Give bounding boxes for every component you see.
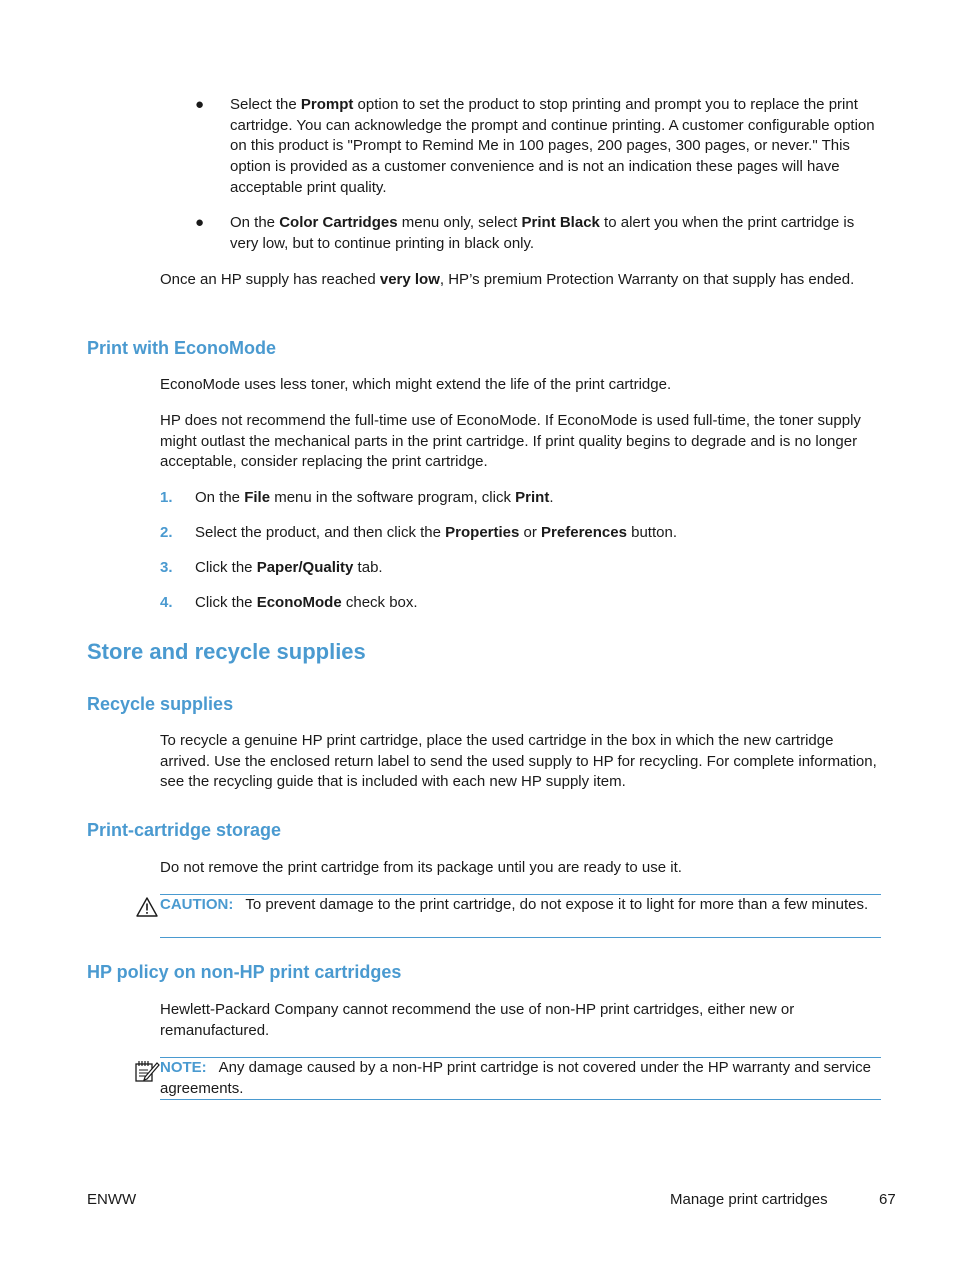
step-1-text: On the File menu in the software program, click Print. [195,489,554,506]
step-number: 2. [160,524,173,541]
warning-triangle-icon [136,897,158,924]
note-label: NOTE: [160,1059,207,1076]
step-4-text: Click the EconoMode check box. [195,594,418,611]
note-text: NOTE: Any damage caused by a non-HP print cartridge is not covered under the HP warranty and service agreements. [160,1059,871,1097]
recycle-paragraph: To recycle a genuine HP print cartridge, place the used cartridge in the box in which the new cartridge arrived. Use the enclosed return label to send the used supply to HP for recycling. For complete information, see the recycling guide that is included with each new HP supply item. [160,732,877,791]
economode-paragraph-2: HP does not recommend the full-time use of EconoMode. If EconoMode is used full-time, the toner supply might outlast the mechanical parts in the print cartridge. If print quality begins to degrade and is no longer acceptable, consider replacing the print cartridge. [160,412,861,471]
step-number: 4. [160,594,173,611]
step-number: 1. [160,489,173,506]
heading-store-and-recycle-supplies: Store and recycle supplies [87,639,366,664]
heading-print-cartridge-storage: Print-cartridge storage [87,820,282,840]
heading-hp-policy-non-hp-cartridges: HP policy on non-HP print cartridges [87,962,402,982]
policy-paragraph: Hewlett-Packard Company cannot recommend the use of non-HP print cartridges, either new or remanufactured. [160,1001,795,1039]
note-pad-icon [134,1059,160,1090]
caution-label: CAUTION: [160,896,234,913]
step-3-text: Click the Paper/Quality tab. [195,559,383,576]
economode-paragraph-1: EconoMode uses less toner, which might extend the life of the print cartridge. [160,376,672,393]
step-number: 3. [160,559,173,576]
heading-recycle-supplies: Recycle supplies [87,694,234,714]
footer-page-number: 67 [879,1191,896,1208]
step-2-text: Select the product, and then click the Properties or Preferences button. [195,524,677,541]
footer-enww: ENWW [87,1191,137,1208]
note-callout [160,1057,881,1100]
caution-callout [160,894,881,938]
storage-paragraph: Do not remove the print cartridge from its package until you are ready to use it. [160,859,682,876]
caution-text: CAUTION: To prevent damage to the print cartridge, do not expose it to light for more than a few minutes. [160,896,869,913]
bullet-marker: ● [195,96,205,113]
footer-chapter-title: Manage print cartridges [670,1191,828,1208]
bullet-item-print-black: On the Color Cartridges menu only, select Print Black to alert you when the print cartridge is very low, but to continue printing in black only. [230,214,855,252]
bullet-marker: ● [195,214,205,231]
bullet-item-prompt: Select the Prompt option to set the product to stop printing and prompt you to replace the print cartridge. You can acknowledge the prompt and continue printing. A customer configurable option on this product is "Prompt to Remind Me in 100 pages, 200 pages, 300 pages, or never." This option is provided as a customer convenience and is not an indication these pages will have acceptable print quality. [230,96,875,196]
heading-print-with-economode: Print with EconoMode [87,338,276,358]
warranty-paragraph: Once an HP supply has reached very low, HP’s premium Protection Warranty on that supply has ended. [160,271,855,288]
